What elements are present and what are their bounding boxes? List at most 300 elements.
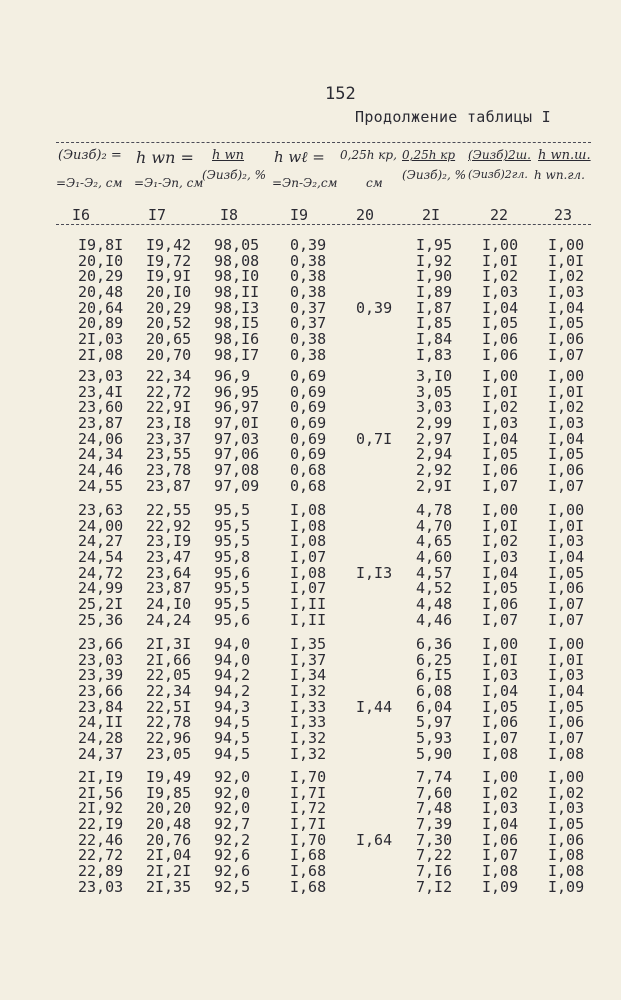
table-cell: I,0I xyxy=(482,650,519,669)
table-cell: 5,97 xyxy=(416,713,453,732)
table-cell: 0,68 xyxy=(290,461,327,480)
table-cell: I,07 xyxy=(548,610,585,629)
table-cell: I,07 xyxy=(482,729,519,748)
table-cell: I,07 xyxy=(548,345,585,364)
table-cell: 24,24 xyxy=(146,610,192,629)
table-cell: 98,I5 xyxy=(214,314,260,333)
table-cell: 22,9I xyxy=(146,398,192,417)
table-cell: I,06 xyxy=(482,461,519,480)
table-cell: 2I,35 xyxy=(146,877,192,896)
table-cell: 20,I0 xyxy=(78,251,124,270)
table-cell: 24,54 xyxy=(78,548,124,567)
table-cell: I,85 xyxy=(416,314,453,333)
table-cell: 94,2 xyxy=(214,682,251,701)
table-cell: I,00 xyxy=(482,635,519,653)
table-cell: 95,6 xyxy=(214,610,251,629)
table-cell: 24,55 xyxy=(78,476,124,495)
table-cell: I,03 xyxy=(548,799,585,818)
table-cell: I,06 xyxy=(548,461,585,480)
table-cell: I,04 xyxy=(548,682,585,701)
header-col-23-bottom: h wп.гл. xyxy=(534,168,585,182)
table-cell: 23,55 xyxy=(146,445,192,464)
table-cell: 0,69 xyxy=(290,414,327,433)
table-cell: I9,8I xyxy=(78,236,124,254)
table-cell: 24,28 xyxy=(78,729,124,748)
table-cell: I,06 xyxy=(482,330,519,349)
table-cell: I,06 xyxy=(548,579,585,598)
table-cell: I,06 xyxy=(482,595,519,614)
table-cell: 20,48 xyxy=(146,815,192,834)
table-cell: 23,I8 xyxy=(146,414,192,433)
table-cell: 4,60 xyxy=(416,548,453,567)
table-row-group xyxy=(56,770,596,896)
table-cell: 2I,2I xyxy=(146,862,192,881)
table-cell: 95,5 xyxy=(214,501,251,519)
table-cell: 23,05 xyxy=(146,744,192,763)
table-cell: I,04 xyxy=(482,429,519,448)
table-cell: 7,22 xyxy=(416,846,453,865)
table-cell: I,05 xyxy=(548,563,585,582)
table-cell: 22,34 xyxy=(146,682,192,701)
table-cell: I,0I xyxy=(548,650,585,669)
table-cell: 23,03 xyxy=(78,877,124,896)
table-cell: I,00 xyxy=(482,236,519,254)
col-number: I9 xyxy=(290,206,309,224)
table-cell: I,07 xyxy=(290,579,327,598)
table-cell: 23,47 xyxy=(146,548,192,567)
table-cell: I,02 xyxy=(482,783,519,802)
table-cell: I,87 xyxy=(416,298,453,317)
table-cell-col-20: 0,7I xyxy=(356,429,393,448)
table-cell: 96,95 xyxy=(214,382,260,401)
table-cell: 97,0I xyxy=(214,414,260,433)
table-cell: 22,I9 xyxy=(78,815,124,834)
table-cell: 2I,08 xyxy=(78,345,124,364)
table-cell: 22,89 xyxy=(78,862,124,881)
table-cell: 4,46 xyxy=(416,610,453,629)
table-cell: 92,5 xyxy=(214,877,251,896)
table-cell: 2,97 xyxy=(416,429,453,448)
table-cell: 2,92 xyxy=(416,461,453,480)
table-cell: I,95 xyxy=(416,236,453,254)
table-cell: 24,II xyxy=(78,713,124,732)
table-cell: I,07 xyxy=(548,729,585,748)
table-cell: I,0I xyxy=(482,382,519,401)
table-cell: 96,97 xyxy=(214,398,260,417)
header-col-17-top: h wп = xyxy=(136,148,194,167)
table-cell: I,07 xyxy=(548,595,585,614)
table-cell: 23,87 xyxy=(146,579,192,598)
table-cell: 23,4I xyxy=(78,382,124,401)
table-cell: I,0I xyxy=(482,251,519,270)
table-cell: I,04 xyxy=(482,815,519,834)
col-number: I6 xyxy=(72,206,91,224)
table-cell: I,07 xyxy=(290,548,327,567)
table-cell: 92,6 xyxy=(214,862,251,881)
table-cell: 5,90 xyxy=(416,744,453,763)
table-cell: I,7I xyxy=(290,815,327,834)
table-cell: 23,66 xyxy=(78,682,124,701)
table-cell: I,05 xyxy=(482,579,519,598)
table-cell: I,08 xyxy=(290,516,327,535)
table-cell: I,05 xyxy=(482,445,519,464)
table-row xyxy=(56,744,596,763)
table-cell: 95,5 xyxy=(214,595,251,614)
table-cell: 20,I0 xyxy=(146,283,192,302)
table-cell: 20,20 xyxy=(146,799,192,818)
table-cell: 92,0 xyxy=(214,768,251,786)
header-col-17-bottom: =Э₁-Эп, см xyxy=(134,176,204,190)
table-cell: 2I,04 xyxy=(146,846,192,865)
table-cell: I,04 xyxy=(482,563,519,582)
table-cell: 23,87 xyxy=(146,476,192,495)
table-cell: 0,38 xyxy=(290,330,327,349)
table-cell: 2I,I9 xyxy=(78,768,124,786)
table-cell: I,03 xyxy=(482,548,519,567)
table-cell: I,70 xyxy=(290,768,327,786)
table-cell: I,05 xyxy=(548,445,585,464)
table-cell: 6,I5 xyxy=(416,666,453,685)
table-cell: I,68 xyxy=(290,877,327,896)
table-cell: 98,II xyxy=(214,283,260,302)
table-cell: 94,5 xyxy=(214,713,251,732)
table-cell: 4,57 xyxy=(416,563,453,582)
table-cell: 94,5 xyxy=(214,729,251,748)
table-cell: I,35 xyxy=(290,635,327,653)
table-cell: 0,37 xyxy=(290,314,327,333)
col-number: 22 xyxy=(490,206,509,224)
table-cell: I,02 xyxy=(548,398,585,417)
header-col-23-top: h wп.ш. xyxy=(538,148,591,163)
table-cell: I,04 xyxy=(482,682,519,701)
table-cell: I,00 xyxy=(548,635,585,653)
table-cell: 95,5 xyxy=(214,516,251,535)
table-cell: 5,93 xyxy=(416,729,453,748)
table-cell: 22,78 xyxy=(146,713,192,732)
table-cell: 25,36 xyxy=(78,610,124,629)
table-cell: 94,5 xyxy=(214,744,251,763)
table-cell: 7,30 xyxy=(416,830,453,849)
table-cell: I,08 xyxy=(290,563,327,582)
table-cell: 7,I2 xyxy=(416,877,453,896)
table-cell: I,68 xyxy=(290,846,327,865)
table-cell: I,II xyxy=(290,595,327,614)
table-cell: I,08 xyxy=(482,862,519,881)
table-cell: I,06 xyxy=(482,713,519,732)
table-row xyxy=(56,476,596,495)
table-cell: 95,5 xyxy=(214,532,251,551)
table-cell: I,00 xyxy=(482,367,519,385)
table-cell: I,00 xyxy=(548,768,585,786)
table-cell: I,04 xyxy=(482,298,519,317)
table-cell: 24,27 xyxy=(78,532,124,551)
table-cell: 23,66 xyxy=(78,635,124,653)
table-cell: I,03 xyxy=(482,414,519,433)
table-row-group xyxy=(56,238,596,364)
table-cell: I,08 xyxy=(548,862,585,881)
table-cell-col-20: 0,39 xyxy=(356,298,393,317)
table-cell: 92,0 xyxy=(214,799,251,818)
table-cell: 7,74 xyxy=(416,768,453,786)
table-cell: 20,70 xyxy=(146,345,192,364)
table-cell: I,05 xyxy=(548,815,585,834)
table-cell: 97,08 xyxy=(214,461,260,480)
header-col-22-top: (Эизб)2ш. xyxy=(468,148,531,162)
table-row xyxy=(56,610,596,629)
table-cell: 92,0 xyxy=(214,783,251,802)
table-cell: I,08 xyxy=(290,532,327,551)
table-row-group xyxy=(56,637,596,763)
table-cell: I,07 xyxy=(482,610,519,629)
table-cell: 7,60 xyxy=(416,783,453,802)
table-cell: I,05 xyxy=(482,697,519,716)
header-col-16-bottom: =Э₁-Э₂, см xyxy=(56,176,123,190)
table-cell: I,70 xyxy=(290,830,327,849)
table-cell: I,32 xyxy=(290,744,327,763)
table-cell: I,03 xyxy=(548,532,585,551)
table-cell: I,04 xyxy=(548,548,585,567)
table-cell: 23,03 xyxy=(78,650,124,669)
table-cell: 24,99 xyxy=(78,579,124,598)
header-col-22-bottom: (Эизб)2гл. xyxy=(468,168,528,181)
table-top-rule xyxy=(56,142,591,143)
header-col-20-bottom: см xyxy=(366,176,383,190)
table-cell: I,08 xyxy=(290,501,327,519)
table-cell: I,06 xyxy=(482,345,519,364)
table-cell: 23,I9 xyxy=(146,532,192,551)
table-cell: 4,78 xyxy=(416,501,453,519)
table-cell: I,05 xyxy=(482,314,519,333)
table-cell: 20,89 xyxy=(78,314,124,333)
table-cell: 20,65 xyxy=(146,330,192,349)
table-cell: I,08 xyxy=(548,846,585,865)
table-cell: 94,2 xyxy=(214,666,251,685)
table-cell: 24,06 xyxy=(78,429,124,448)
table-cell: 20,76 xyxy=(146,830,192,849)
table-cell: I,0I xyxy=(548,382,585,401)
table-cell: 92,6 xyxy=(214,846,251,865)
table-cell: 98,I0 xyxy=(214,267,260,286)
table-cell: 24,34 xyxy=(78,445,124,464)
table-cell: I,32 xyxy=(290,682,327,701)
page-number: 152 xyxy=(325,84,356,104)
table-cell: 4,52 xyxy=(416,579,453,598)
table-cell: I,00 xyxy=(548,367,585,385)
table-cell: 0,38 xyxy=(290,267,327,286)
table-cell: 0,69 xyxy=(290,398,327,417)
table-cell: 0,38 xyxy=(290,345,327,364)
table-cell: 4,65 xyxy=(416,532,453,551)
table-cell: I,90 xyxy=(416,267,453,286)
table-cell: I,0I xyxy=(482,516,519,535)
table-cell: 22,34 xyxy=(146,367,192,385)
table-cell: 22,72 xyxy=(78,846,124,865)
header-col-20-top: 0,25h кр, xyxy=(340,148,397,162)
table-continuation-title: Продолжение таблицы I xyxy=(355,108,551,126)
table-cell: I9,9I xyxy=(146,267,192,286)
table-cell-col-20: I,44 xyxy=(356,697,393,716)
table-cell: 22,72 xyxy=(146,382,192,401)
table-cell: 4,70 xyxy=(416,516,453,535)
table-cell: I,06 xyxy=(548,330,585,349)
table-cell: 24,00 xyxy=(78,516,124,535)
table-cell: 0,38 xyxy=(290,251,327,270)
table-cell: I,32 xyxy=(290,729,327,748)
table-cell: I,04 xyxy=(548,429,585,448)
table-cell: 97,06 xyxy=(214,445,260,464)
table-cell: I,07 xyxy=(548,476,585,495)
table-cell: 98,08 xyxy=(214,251,260,270)
table-cell: 97,03 xyxy=(214,429,260,448)
table-cell: 98,I6 xyxy=(214,330,260,349)
table-cell: 7,39 xyxy=(416,815,453,834)
table-cell: I,04 xyxy=(548,298,585,317)
table-cell: I,33 xyxy=(290,697,327,716)
table-cell: 0,69 xyxy=(290,445,327,464)
table-cell: 0,38 xyxy=(290,283,327,302)
table-cell: I,02 xyxy=(548,783,585,802)
header-col-19-top: h wℓ = xyxy=(274,148,325,166)
table-cell: 0,39 xyxy=(290,236,327,254)
table-cell: 95,6 xyxy=(214,563,251,582)
table-row xyxy=(56,345,596,364)
table-cell: 94,0 xyxy=(214,635,251,653)
table-cell: 3,I0 xyxy=(416,367,453,385)
table-row-group xyxy=(56,503,596,629)
table-cell: 97,09 xyxy=(214,476,260,495)
table-cell: I,08 xyxy=(548,744,585,763)
table-cell: 7,48 xyxy=(416,799,453,818)
col-number: 20 xyxy=(356,206,375,224)
table-cell: I,00 xyxy=(482,768,519,786)
table-cell: 95,8 xyxy=(214,548,251,567)
table-cell: 20,48 xyxy=(78,283,124,302)
table-cell: I,00 xyxy=(548,501,585,519)
table-cell: 7,I6 xyxy=(416,862,453,881)
table-cell: I,92 xyxy=(416,251,453,270)
table-cell: I,7I xyxy=(290,783,327,802)
table-cell: 6,36 xyxy=(416,635,453,653)
column-number-row xyxy=(56,206,596,226)
table-cell: 2I,03 xyxy=(78,330,124,349)
table-cell: I,0I xyxy=(548,516,585,535)
table-cell: 0,69 xyxy=(290,429,327,448)
table-cell: 94,3 xyxy=(214,697,251,716)
table-cell: I,05 xyxy=(548,697,585,716)
table-cell: 4,48 xyxy=(416,595,453,614)
column-number-rule xyxy=(56,224,591,225)
table-cell: I,00 xyxy=(482,501,519,519)
table-cell: 23,60 xyxy=(78,398,124,417)
table-cell: I,08 xyxy=(482,744,519,763)
table-cell: 98,I7 xyxy=(214,345,260,364)
table-cell: 23,78 xyxy=(146,461,192,480)
table-cell: 0,69 xyxy=(290,382,327,401)
table-cell: I,03 xyxy=(482,666,519,685)
table-cell: 92,2 xyxy=(214,830,251,849)
header-col-18-top: h wп xyxy=(212,148,245,163)
table-cell: I,68 xyxy=(290,862,327,881)
header-col-21-bottom: (Эизб)₂, % xyxy=(402,168,466,182)
table-cell: I,0I xyxy=(548,251,585,270)
header-col-21-top: 0,25h кр xyxy=(402,148,456,162)
table-cell: I,03 xyxy=(482,799,519,818)
table-cell: I,34 xyxy=(290,666,327,685)
table-cell: I9,49 xyxy=(146,768,192,786)
header-col-19-bottom: =Эп-Э₂,см xyxy=(272,176,338,190)
table-header xyxy=(56,146,596,206)
table-cell: 0,69 xyxy=(290,367,327,385)
table-cell: 95,5 xyxy=(214,579,251,598)
table-cell: I,83 xyxy=(416,345,453,364)
table-row-group xyxy=(56,369,596,495)
col-number: 2I xyxy=(422,206,441,224)
header-col-16-top: (Эизб)₂ = xyxy=(58,148,122,163)
table-cell: I,89 xyxy=(416,283,453,302)
table-cell: 2I,92 xyxy=(78,799,124,818)
table-cell: I,84 xyxy=(416,330,453,349)
table-cell: 2I,56 xyxy=(78,783,124,802)
col-number: I8 xyxy=(220,206,239,224)
table-cell: 2,94 xyxy=(416,445,453,464)
table-cell: 22,5I xyxy=(146,697,192,716)
table-cell: 0,37 xyxy=(290,298,327,317)
table-cell: 23,03 xyxy=(78,367,124,385)
col-number: I7 xyxy=(148,206,167,224)
table-cell: I,37 xyxy=(290,650,327,669)
table-cell: I,02 xyxy=(482,532,519,551)
table-cell: I,02 xyxy=(548,267,585,286)
table-cell: 24,46 xyxy=(78,461,124,480)
table-cell: 22,05 xyxy=(146,666,192,685)
table-cell: 22,55 xyxy=(146,501,192,519)
table-cell: I9,72 xyxy=(146,251,192,270)
table-cell-col-20: I,I3 xyxy=(356,563,393,582)
table-cell: I,09 xyxy=(482,877,519,896)
table-cell: I,03 xyxy=(548,666,585,685)
table-cell: 24,I0 xyxy=(146,595,192,614)
table-cell: 6,04 xyxy=(416,697,453,716)
table-cell: 22,96 xyxy=(146,729,192,748)
table-cell: 22,46 xyxy=(78,830,124,849)
table-cell: I9,42 xyxy=(146,236,192,254)
table-cell: 23,84 xyxy=(78,697,124,716)
table-cell: 94,0 xyxy=(214,650,251,669)
table-cell: I,03 xyxy=(548,414,585,433)
table-cell: 2,99 xyxy=(416,414,453,433)
table-cell: 23,39 xyxy=(78,666,124,685)
table-cell: I,02 xyxy=(482,267,519,286)
table-cell: I9,85 xyxy=(146,783,192,802)
table-cell: 20,29 xyxy=(78,267,124,286)
table-cell: 3,03 xyxy=(416,398,453,417)
table-cell: 0,68 xyxy=(290,476,327,495)
table-cell: I,07 xyxy=(482,846,519,865)
table-cell: I,05 xyxy=(548,314,585,333)
table-cell: 22,92 xyxy=(146,516,192,535)
table-cell: I,09 xyxy=(548,877,585,896)
table-row xyxy=(56,877,596,896)
table-cell: 23,37 xyxy=(146,429,192,448)
table-cell: 3,05 xyxy=(416,382,453,401)
table-cell: I,00 xyxy=(548,236,585,254)
table-cell: 20,64 xyxy=(78,298,124,317)
table-cell: 24,72 xyxy=(78,563,124,582)
table-cell: I,06 xyxy=(548,830,585,849)
table-cell: 2I,3I xyxy=(146,635,192,653)
table-cell: 6,25 xyxy=(416,650,453,669)
table-cell: I,72 xyxy=(290,799,327,818)
